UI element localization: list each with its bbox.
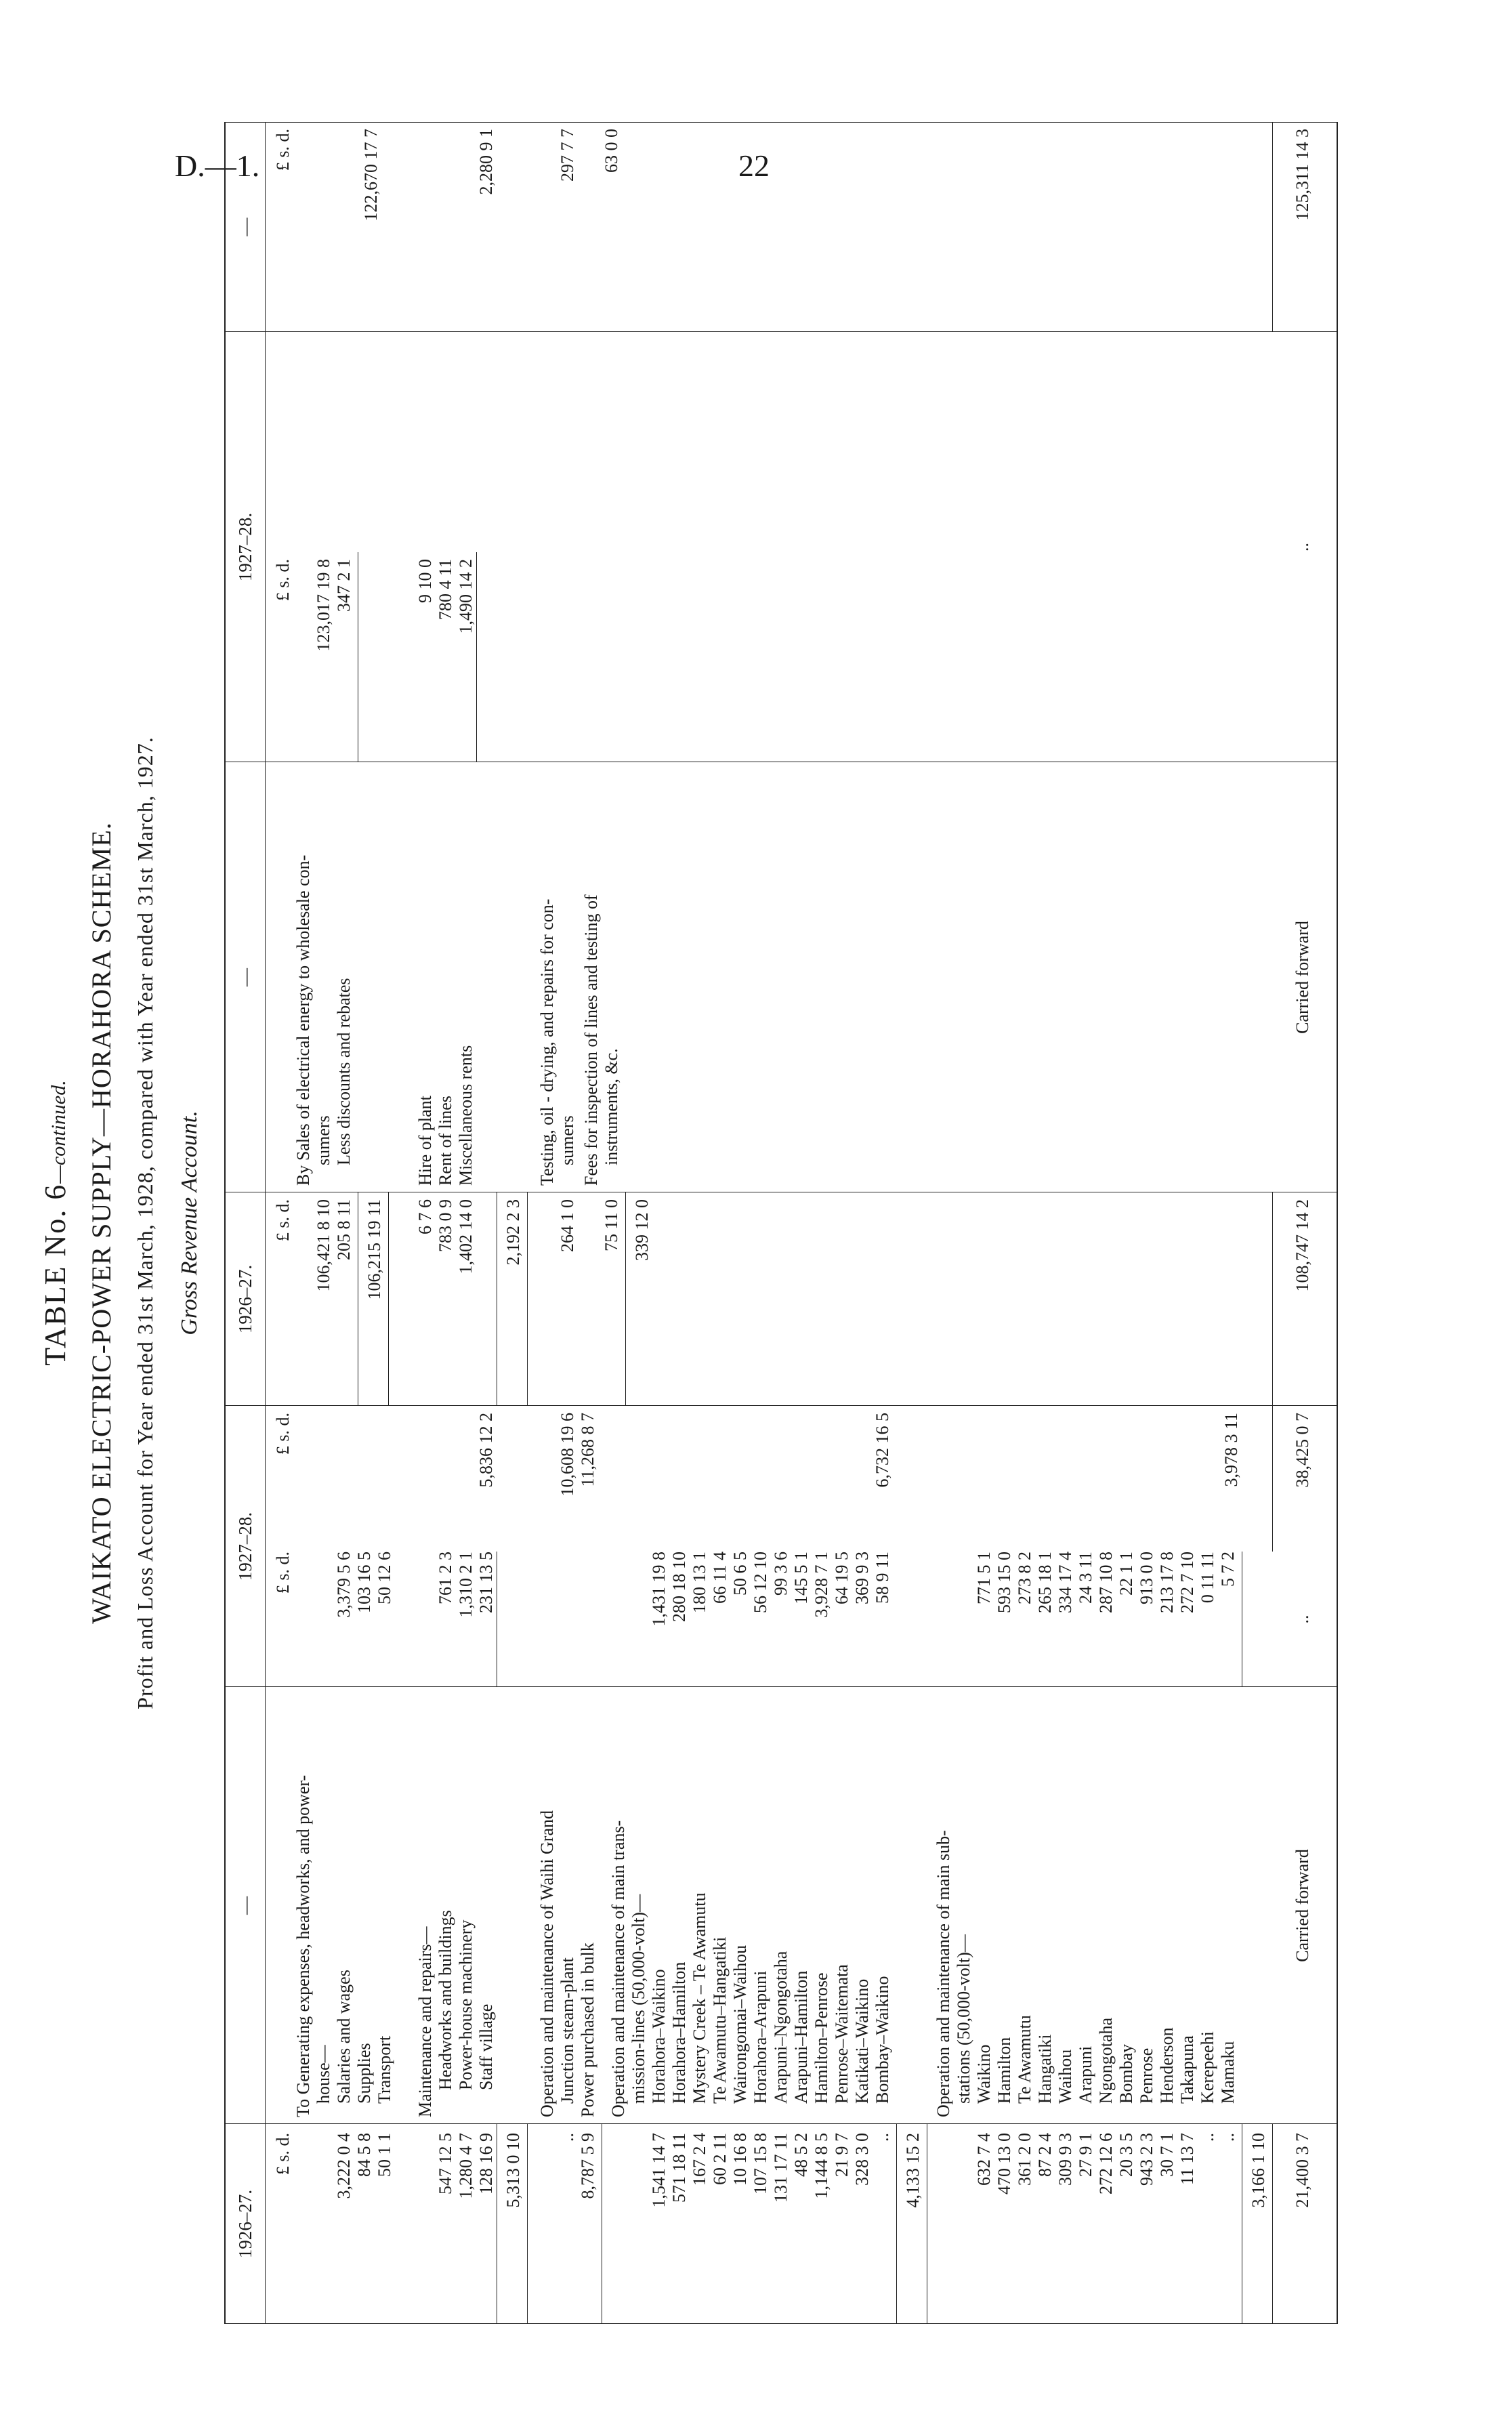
line-item-1928: 180 13 1 — [690, 1552, 709, 1613]
line-item-label: Wairongomai–Waihou — [730, 1945, 750, 2104]
waihi-head-line2: Junction steam-plant — [558, 1957, 577, 2104]
gen-head-line2: house— — [314, 2045, 333, 2104]
line-item-1927: 131 17 11 — [771, 2133, 791, 2203]
substation-item-1927: .. — [1198, 2133, 1217, 2142]
substation-item-1927: 87 2 4 — [1035, 2133, 1055, 2177]
scheme-title: WAIKATO ELECTRIC-POWER SUPPLY—HORAHORA SCHEME. — [86, 822, 117, 1624]
gen-item-label: Salaries and wages — [334, 1970, 354, 2104]
substation-item-1927: 943 2 3 — [1137, 2133, 1156, 2186]
substation-item-1928: 593 15 0 — [994, 1552, 1014, 1613]
substation-item-1928: 5 7 2 — [1218, 1552, 1238, 1587]
line-item-label: Penrose–Waitemata — [832, 1964, 852, 2104]
bulk-1928: 11,268 8 7 — [578, 1413, 597, 1487]
tf-total-1927: 339 12 0 — [632, 1199, 652, 1261]
line-item-1927: .. — [873, 2133, 892, 2142]
gen-item-1928: 3,379 5 6 — [334, 1552, 354, 1618]
waihi-1927: .. — [558, 2133, 577, 2142]
gen-item-1927: 84 5 8 — [354, 2133, 374, 2177]
line-item-label: Katikati–Waikino — [852, 1978, 872, 2104]
lsd-label: £ s. d. — [273, 2133, 293, 2176]
substation-item-1928: 273 8 2 — [1015, 1552, 1034, 1604]
line-item-1928: 56 12 10 — [751, 1552, 770, 1613]
misc-item-1927: 1,402 14 0 — [456, 1199, 476, 1274]
lines-head-line1: Operation and maintenance of main trans- — [608, 1820, 628, 2117]
substation-item-label: Kerepeehi — [1198, 2031, 1217, 2104]
testing-1927: 264 1 0 — [558, 1199, 577, 1252]
gen-item-1927: 50 1 1 — [375, 2133, 394, 2177]
debit-carried-1927: 21,400 3 7 — [1293, 2133, 1312, 2208]
line-item-label: Horahora–Hamilton — [669, 1961, 689, 2104]
line-item-label: Hamilton–Penrose — [812, 1972, 831, 2104]
sales-1927: 106,421 8 10 — [314, 1199, 333, 1292]
substation-item-1927: 11 13 7 — [1177, 2133, 1197, 2186]
line-item-label: Horahora–Waikino — [649, 1969, 669, 2104]
substation-item-1928: 213 17 8 — [1157, 1552, 1177, 1613]
line-item-1928: 99 3 6 — [771, 1552, 791, 1596]
subs-total-1928: 3,978 3 11 — [1221, 1413, 1241, 1487]
line-item-1928: 280 18 10 — [669, 1552, 689, 1622]
maint-item-1928: 1,310 2 1 — [456, 1552, 476, 1618]
line-item-1927: 107 15 8 — [751, 2133, 770, 2195]
gen-total-1928: 5,836 12 2 — [476, 1413, 496, 1488]
substation-item-label: Mamaku — [1218, 2041, 1238, 2104]
debit-1928-header: 1927–28. — [235, 1512, 255, 1581]
account-subtitle: Profit and Loss Account for Year ended 31st March, 1928, compared with Year ended 31st March, 1927. — [133, 736, 157, 1709]
line-item-1927: 60 2 11 — [710, 2133, 730, 2186]
line-item-1927: 21 9 7 — [832, 2133, 852, 2177]
title-continued: —continued. — [47, 1080, 70, 1184]
maint-item-label: Headworks and buildings — [436, 1910, 455, 2090]
maint-item-1927: 1,280 4 7 — [456, 2133, 476, 2199]
credit-1927-header: 1926–27. — [235, 1264, 255, 1334]
substation-item-label: Penrose — [1137, 2047, 1156, 2104]
line-item-1927: 1,541 14 7 — [649, 2133, 669, 2208]
revenue-account-table — [224, 122, 1338, 2324]
lsd-label: £ s. d. — [273, 559, 293, 602]
misc-item-1928: 9 10 0 — [415, 559, 435, 603]
substation-item-1928: 265 18 1 — [1035, 1552, 1055, 1613]
testing-label-line1: Testing, oil - drying, and repairs for con- — [537, 898, 557, 1186]
fees-1927: 75 11 0 — [602, 1199, 621, 1252]
substation-item-1928: 287 10 8 — [1096, 1552, 1116, 1613]
line-item-label: Bombay–Waikino — [873, 1976, 892, 2104]
line-item-label: Mystery Creek – Te Awamutu — [690, 1892, 709, 2104]
rotated-page — [38, 122, 1474, 2324]
substation-item-label: Bombay — [1116, 2043, 1136, 2104]
line-item-1928: 145 5 1 — [791, 1552, 811, 1604]
debit-desc-header: — — [235, 1896, 255, 1915]
bulk-label: Power purchased in bulk — [578, 1942, 597, 2117]
gen-total-1927: 5,313 0 10 — [503, 2133, 523, 2208]
misc-item-label: Rent of lines — [436, 1096, 455, 1186]
substation-item-1928: 272 7 10 — [1177, 1552, 1197, 1613]
lsd-label: £ s. d. — [273, 1199, 293, 1242]
misc-item-1927: 783 0 9 — [436, 1199, 455, 1252]
credit-carry-header: — — [235, 217, 255, 236]
line-item-1927: 10 16 8 — [730, 2133, 750, 2186]
sales-label-line2: sumers — [314, 1115, 333, 1165]
credit-carried-1927: 108,747 14 2 — [1293, 1199, 1312, 1292]
line-item-1928: 1,431 19 8 — [649, 1552, 669, 1627]
page-number: 22 — [738, 148, 770, 183]
maint-head: Maintenance and repairs— — [415, 1926, 435, 2117]
disc-label: Less discounts and rebates — [334, 978, 354, 1165]
substation-item-1927: 27 9 1 — [1076, 2133, 1095, 2177]
line-item-1927: 328 3 0 — [852, 2133, 872, 2186]
lines-total-1927: 4,133 15 2 — [903, 2133, 923, 2208]
line-item-1928: 66 11 4 — [710, 1552, 730, 1604]
testing-label-line2: sumers — [558, 1115, 577, 1165]
line-item-label: Arapuni–Ngongotaha — [771, 1951, 791, 2104]
line-item-1927: 571 18 11 — [669, 2133, 689, 2203]
substation-item-1927: 470 13 0 — [994, 2133, 1014, 2195]
substation-item-label: Ngongotaha — [1096, 2017, 1116, 2104]
maint-item-1927: 128 16 9 — [476, 2133, 496, 2195]
sales-label-line1: By Sales of electrical energy to wholesale con- — [293, 854, 313, 1186]
line-item-1928: 3,928 7 1 — [812, 1552, 831, 1618]
line-item-label: Te Awamutu–Hangatiki — [710, 1936, 730, 2104]
net-sales-1927: 106,215 19 11 — [364, 1199, 384, 1300]
substation-item-label: Henderson — [1157, 2027, 1177, 2104]
line-item-1928: 369 9 3 — [852, 1552, 872, 1604]
fees-label-line1: Fees for inspection of lines and testing of — [581, 894, 601, 1186]
misc-total-1927: 2,192 2 3 — [503, 1199, 523, 1266]
subs-head-line1: Operation and maintenance of main sub- — [933, 1830, 953, 2117]
line-item-1927: 1,144 8 5 — [812, 2133, 831, 2199]
misc-item-1928: 780 4 11 — [436, 559, 455, 621]
credit-1928-header: 1927–28. — [235, 512, 255, 582]
debit-carried-1928: 38,425 0 7 — [1293, 1413, 1312, 1488]
line-item-1927: 48 5 2 — [791, 2133, 811, 2177]
disc-1928: 347 2 1 — [334, 559, 354, 612]
substation-item-1928: 24 3 11 — [1076, 1552, 1095, 1604]
substation-item-1928: 0 11 11 — [1198, 1552, 1217, 1604]
testing-1928: 297 7 7 — [558, 129, 577, 182]
debit-carried-label: Carried forward — [1293, 1849, 1312, 1962]
fees-label-line2: instruments, &c. — [602, 1048, 621, 1165]
substation-item-1927: 361 2 0 — [1015, 2133, 1034, 2186]
misc-item-label: Miscellaneous rents — [456, 1045, 476, 1186]
substation-item-label: Arapuni — [1076, 2045, 1095, 2104]
page-reference: D.—1. — [175, 148, 260, 183]
substation-item-1927: 309 9 3 — [1055, 2133, 1075, 2186]
lsd-label: £ s. d. — [273, 1552, 293, 1594]
substation-item-1927: 20 3 5 — [1116, 2133, 1136, 2177]
debit-1927-header: 1926–27. — [235, 2189, 255, 2259]
credit-carried-label: Carried forward — [1293, 921, 1312, 1034]
gen-item-label: Transport — [375, 2035, 394, 2104]
line-item-1928: 64 19 5 — [832, 1552, 852, 1604]
sales-1928: 123,017 19 8 — [314, 559, 333, 652]
maint-item-1928: 761 2 3 — [436, 1552, 455, 1604]
gen-item-1928: 50 12 6 — [375, 1552, 394, 1604]
substation-item-1927: 272 12 6 — [1096, 2133, 1116, 2195]
gen-item-label: Supplies — [354, 2043, 374, 2104]
credit-carried-1928: 125,311 14 3 — [1293, 129, 1312, 221]
net-sales-1928: 122,670 17 7 — [361, 129, 381, 222]
substation-item-label: Hangatiki — [1035, 2034, 1055, 2104]
substation-item-label: Te Awamutu — [1015, 2015, 1034, 2104]
maint-item-label: Power-house machinery — [456, 1919, 476, 2090]
misc-item-1928: 1,490 14 2 — [456, 559, 476, 634]
debit-carried-mid: .. — [1293, 1615, 1312, 1624]
substation-item-1927: .. — [1218, 2133, 1238, 2142]
waihi-1928: 10,608 19 6 — [558, 1413, 577, 1497]
subs-head-line2: stations (50,000-volt)— — [954, 1934, 973, 2104]
maint-item-1927: 547 12 5 — [436, 2133, 455, 2195]
substation-item-1928: 22 1 1 — [1116, 1552, 1136, 1596]
lines-head-line2: mission-lines (50,000-volt)— — [629, 1894, 648, 2104]
line-item-1928: 58 9 11 — [873, 1552, 892, 1604]
subs-total-1927: 3,166 1 10 — [1248, 2133, 1268, 2208]
gen-head-line1: To Generating expenses, headworks, and power- — [293, 1774, 313, 2117]
substation-item-1928: 913 0 0 — [1137, 1552, 1156, 1604]
substation-item-1927: 632 7 4 — [974, 2133, 994, 2186]
lsd-label: £ s. d. — [273, 1413, 293, 1455]
lines-total-1928: 6,732 16 5 — [873, 1413, 892, 1488]
substation-item-1928: 334 17 4 — [1055, 1552, 1075, 1613]
bulk-1927: 8,787 5 9 — [578, 2133, 597, 2199]
credit-desc-header: — — [235, 968, 255, 986]
fees-1928: 63 0 0 — [602, 129, 621, 173]
substation-item-1927: 30 7 1 — [1157, 2133, 1177, 2177]
account-name: Gross Revenue Account. — [177, 1110, 202, 1335]
lsd-label: £ s. d. — [273, 129, 293, 171]
gen-item-1928: 103 16 5 — [354, 1552, 374, 1613]
substation-item-label: Takapuna — [1177, 2035, 1197, 2104]
substation-item-label: Hamilton — [994, 2037, 1014, 2104]
maint-item-label: Staff village — [476, 2003, 496, 2090]
substation-item-label: Waihou — [1055, 2049, 1075, 2104]
maint-item-1928: 231 13 5 — [476, 1552, 496, 1613]
line-item-label: Arapuni–Hamilton — [791, 1970, 811, 2104]
line-item-1927: 167 2 4 — [690, 2133, 709, 2186]
table-title: TABLE No. 6—continued. — [39, 1080, 72, 1366]
gen-item-1927: 3,222 0 4 — [334, 2133, 354, 2199]
disc-1927: 205 8 11 — [334, 1199, 354, 1261]
waihi-head-line1: Operation and maintenance of Waihi Grand — [537, 1810, 557, 2117]
misc-item-1927: 6 7 6 — [415, 1199, 435, 1234]
misc-total-1928: 2,280 9 1 — [476, 129, 496, 195]
line-item-label: Horahora–Arapuni — [751, 1970, 770, 2104]
credit-carried-mid: .. — [1293, 543, 1312, 552]
substation-item-label: Waikino — [974, 2044, 994, 2104]
substation-item-1928: 771 5 1 — [974, 1552, 994, 1604]
misc-item-label: Hire of plant — [415, 1096, 435, 1186]
line-item-1928: 50 6 5 — [730, 1552, 750, 1596]
